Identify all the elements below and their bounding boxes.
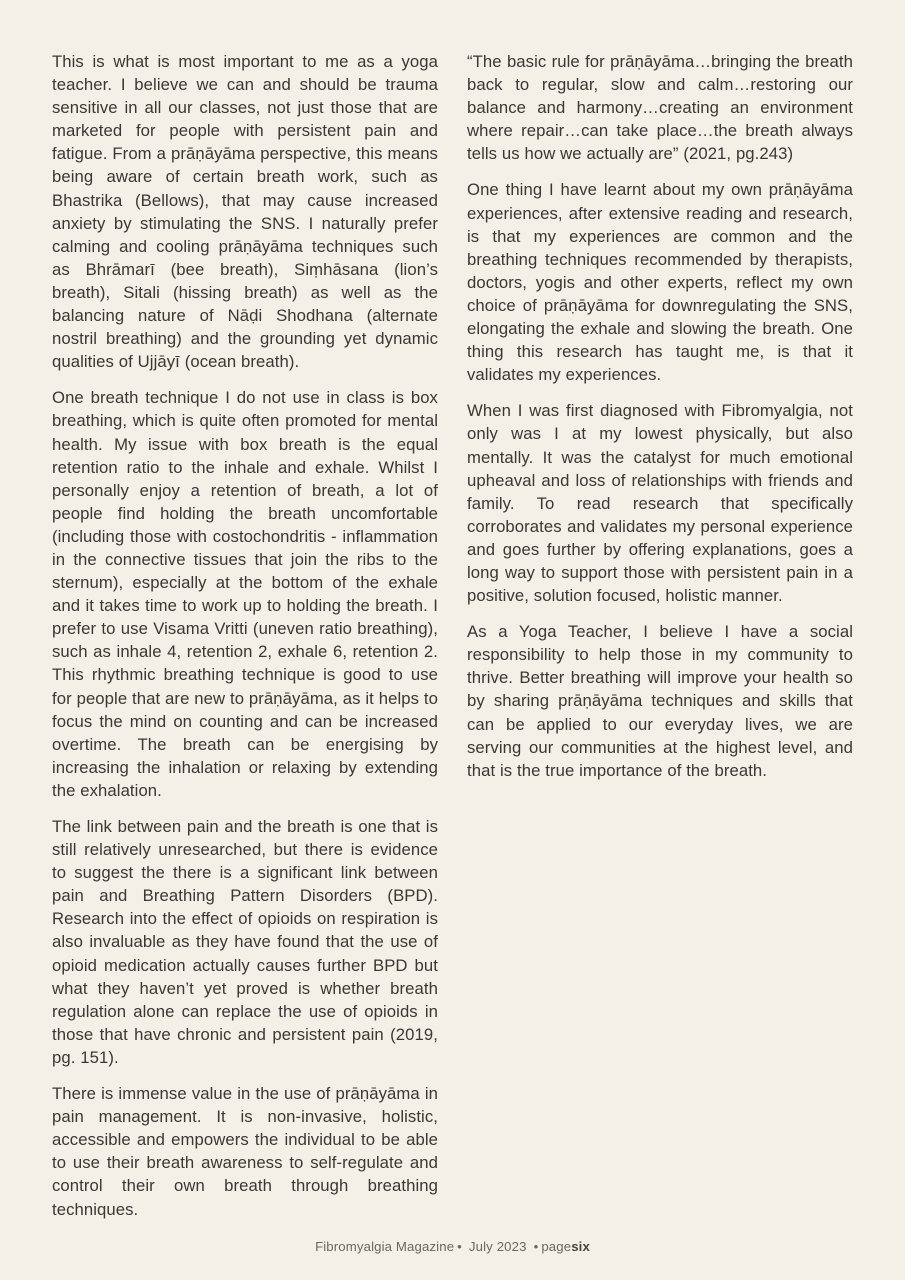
footer-folio-number: six: [571, 1239, 590, 1254]
footer-issue-date: July 2023: [468, 1239, 527, 1254]
paragraph: The link between pain and the breath is one that is still relatively unresearched, but there is evidence to suggest the there is a significant link between pain and Breathing Pattern Disorders (BPD). Research into the effect of opioids on respiration is also invaluable as they have found that the use of opioid medication actually causes further BPD but what they haven’t yet proved is whether breath regulation alone can replace the use of opioids in those that have chronic and persistent pain (2019, pg. 151).: [52, 817, 438, 1067]
two-column-text-body: [52, 50, 853, 1219]
footer-separator-dot: •: [533, 1239, 539, 1254]
footer-magazine-name: Fibromyalgia Magazine: [315, 1239, 455, 1254]
footer-separator-dot: •: [457, 1239, 462, 1254]
page-footer: [0, 1238, 905, 1256]
paragraph: One breath technique I do not use in class is box breathing, which is quite often promoted for mental health. My issue with box breath is the equal retention ratio to the inhale and exhale. Whilst I personally enjoy a retention of breath, a lot of people find holding the breath uncomfortable (including those with costochondritis - inflammation in the connective tissues that join the ribs to the sternum), especially at the bottom of the exhale and it takes time to work up to holding the breath. I prefer to use Visama Vritti (uneven ratio breathing), such as inhale 4, retention 2, exhale 6, retention 2. This rhythmic breathing technique is good to use for people that are new to prāṇāyāma, as it helps to focus the mind on counting and can be increased overtime. The breath can be energising by increasing the inhalation or relaxing by extending the exhalation.: [52, 388, 438, 800]
left-text-column: [52, 50, 438, 1221]
paragraph: As a Yoga Teacher, I believe I have a social responsibility to help those in my community to thrive. Better breathing will improve your health so by sharing prāṇāyāma techniques and skills that can be applied to our everyday lives, we are serving our communities at the highest level, and that is the true importance of the breath.: [467, 622, 853, 780]
paragraph: This is what is most important to me as a yoga teacher. I believe we can and should be trauma sensitive in all our classes, not just those that are marketed for people with persistent pain and fatigue. From a prāṇāyāma perspective, this means being aware of certain breath work, such as Bhastrika (Bellows), that may cause increased anxiety by stimulating the SNS. I naturally prefer calming and cooling prāṇāyāma techniques such as Bhrāmarī (bee breath), Siṃhāsana (lion’s breath), Sitali (hissing breath) as well as the balancing nature of Nāḍi Shodhana (alternate nostril breathing) and the grounding yet dynamic qualities of Ujjāyī (ocean breath).: [52, 52, 438, 372]
footer-folio-word: page: [541, 1239, 572, 1254]
paragraph: One thing I have learnt about my own prāṇāyāma experiences, after extensive reading and research, is that my experiences are common and the breathing techniques recommended by therapists, doctors, yogis and other experts, reflect my own choice of prāṇāyāma for downregulating the SNS, elongating the exhale and slowing the breath. One thing this research has taught me, is that it validates my experiences.: [467, 180, 853, 385]
right-text-column: [467, 50, 853, 782]
paragraph: There is immense value in the use of prāṇāyāma in pain management. It is non-invasive, holistic, accessible and empowers the individual to be able to use their breath awareness to self-regulate and control their own breath through breathing techniques.: [52, 1084, 438, 1219]
paragraph: When I was first diagnosed with Fibromyalgia, not only was I at my lowest physically, but also mentally. It was the catalyst for much emotional upheaval and loss of relationships with friends and family. To read research that specifically corroborates and validates my personal experience and goes further by offering explanations, goes a long way to support those with persistent pain in a positive, solution focused, holistic manner.: [467, 401, 853, 606]
pull-quote-paragraph: “The basic rule for prāṇāyāma…bringing the breath back to regular, slow and calm…restoring our balance and harmony…creating an environment where repair…can take place…the breath always tells us how we actually are” (2021, pg.243): [467, 52, 853, 164]
